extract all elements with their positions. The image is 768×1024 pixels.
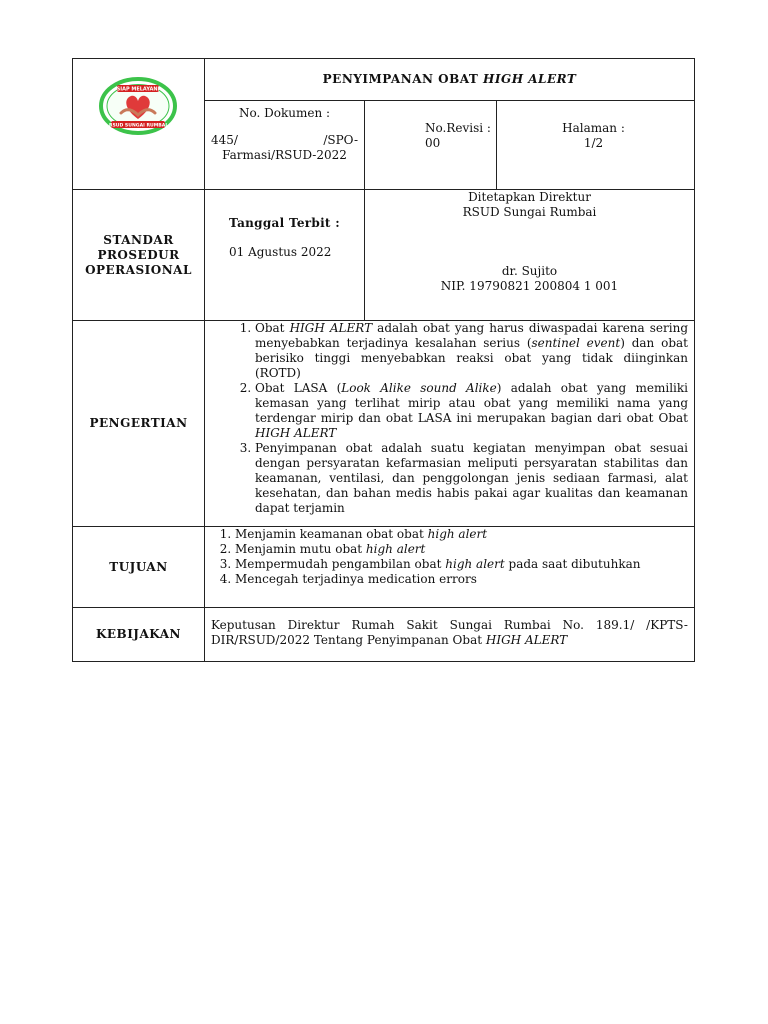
logo-cell <box>73 59 205 190</box>
no-revisi-value: 00 <box>425 136 441 150</box>
spo-label-line1: STANDAR <box>103 232 174 247</box>
kebijakan-content: Keputusan Direktur Rumah Sakit Sungai Rumbai No. 189.1/ /KPTS-DIR/RSUD/2022 Tentang Penyimpanan Obat HIGH ALERT <box>205 608 695 662</box>
title-text: PENYIMPANAN OBAT <box>322 72 484 86</box>
spo-label-cell <box>73 190 205 321</box>
no-dokumen-cell <box>205 101 365 190</box>
tanggal-terbit-cell <box>205 190 365 321</box>
kebijakan-label: KEBIJAKAN <box>73 608 205 662</box>
halaman-cell <box>497 101 695 190</box>
spo-label-line2: PROSEDUR <box>97 247 180 262</box>
tujuan-item-4: 4. Mencegah terjadinya medication errors <box>235 572 688 587</box>
spo-document <box>72 58 694 662</box>
tanggal-terbit-value: 01 Agustus 2022 <box>229 245 332 259</box>
tujuan-item-3: 3. Mempermudah pengambilan obat high alert pada saat dibutuhkan <box>235 557 688 572</box>
pengertian-content <box>205 321 695 527</box>
pengertian-label: PENGERTIAN <box>73 321 205 527</box>
director-name: dr. Sujito <box>501 264 558 278</box>
hospital-logo <box>99 77 177 135</box>
pengertian-item-3: 3. Penyimpanan obat adalah suatu kegiatan menyimpan obat sesuai dengan persyaratan kefarmasian meliputi persyaratan stabilitas dan keamanan, ventilasi, dan penggolongan jenis sediaan farmasi, alat kesehatan, dan bahan medis habis pakai agar kualitas dan keamanan dapat terjamin <box>255 441 688 516</box>
rs-name: RSUD Sungai Rumbai <box>462 205 597 219</box>
tujuan-item-2: 2. Menjamin mutu obat high alert <box>235 542 688 557</box>
pengertian-list <box>211 321 688 516</box>
pengertian-item-2: 2. Obat LASA (Look Alike sound Alike) adalah obat yang memiliki kemasan yang terlihat mirip atau obat yang memiliki nama yang terdengar mirip dan obat LASA ini merupakan bagian dari obat Obat HIGH ALERT <box>255 381 688 441</box>
no-dokumen-value-line1: 445/ /SPO- <box>211 133 358 147</box>
svg-text:SIAP MELAYANI: SIAP MELAYANI <box>116 86 160 93</box>
no-revisi-label: No.Revisi : <box>425 121 491 135</box>
tujuan-label: TUJUAN <box>73 527 205 608</box>
no-dokumen-value-line2: Farmasi/RSUD-2022 <box>222 148 347 162</box>
director-nip: NIP. 19790821 200804 1 001 <box>440 279 619 293</box>
ditetapkan-cell <box>365 190 695 321</box>
tanggal-terbit-label: Tanggal Terbit : <box>229 216 340 230</box>
document-title <box>205 59 695 101</box>
no-dokumen-label: No. Dokumen : <box>238 106 331 120</box>
ditetapkan-text: Ditetapkan Direktur <box>468 190 591 204</box>
svg-text:RSUD SUNGAI RUMBAI: RSUD SUNGAI RUMBAI <box>108 123 168 129</box>
no-revisi-cell <box>365 101 497 190</box>
tujuan-content <box>205 527 695 608</box>
spo-label-line3: OPERASIONAL <box>85 262 192 277</box>
halaman-value: 1/2 <box>583 136 604 150</box>
halaman-label: Halaman : <box>562 121 625 135</box>
tujuan-item-1: 1. Menjamin keamanan obat obat high alert <box>235 527 688 542</box>
pengertian-item-1: 1. Obat HIGH ALERT adalah obat yang harus diwaspadai karena sering menyebabkan terjadinya kesalahan serius (sentinel event) dan obat berisiko tinggi menyebabkan reaksi obat yang tidak diinginkan (ROTD) <box>255 321 688 381</box>
spo-table <box>72 58 695 662</box>
tujuan-list <box>211 527 688 587</box>
title-italic-text: HIGH ALERT <box>483 72 577 86</box>
